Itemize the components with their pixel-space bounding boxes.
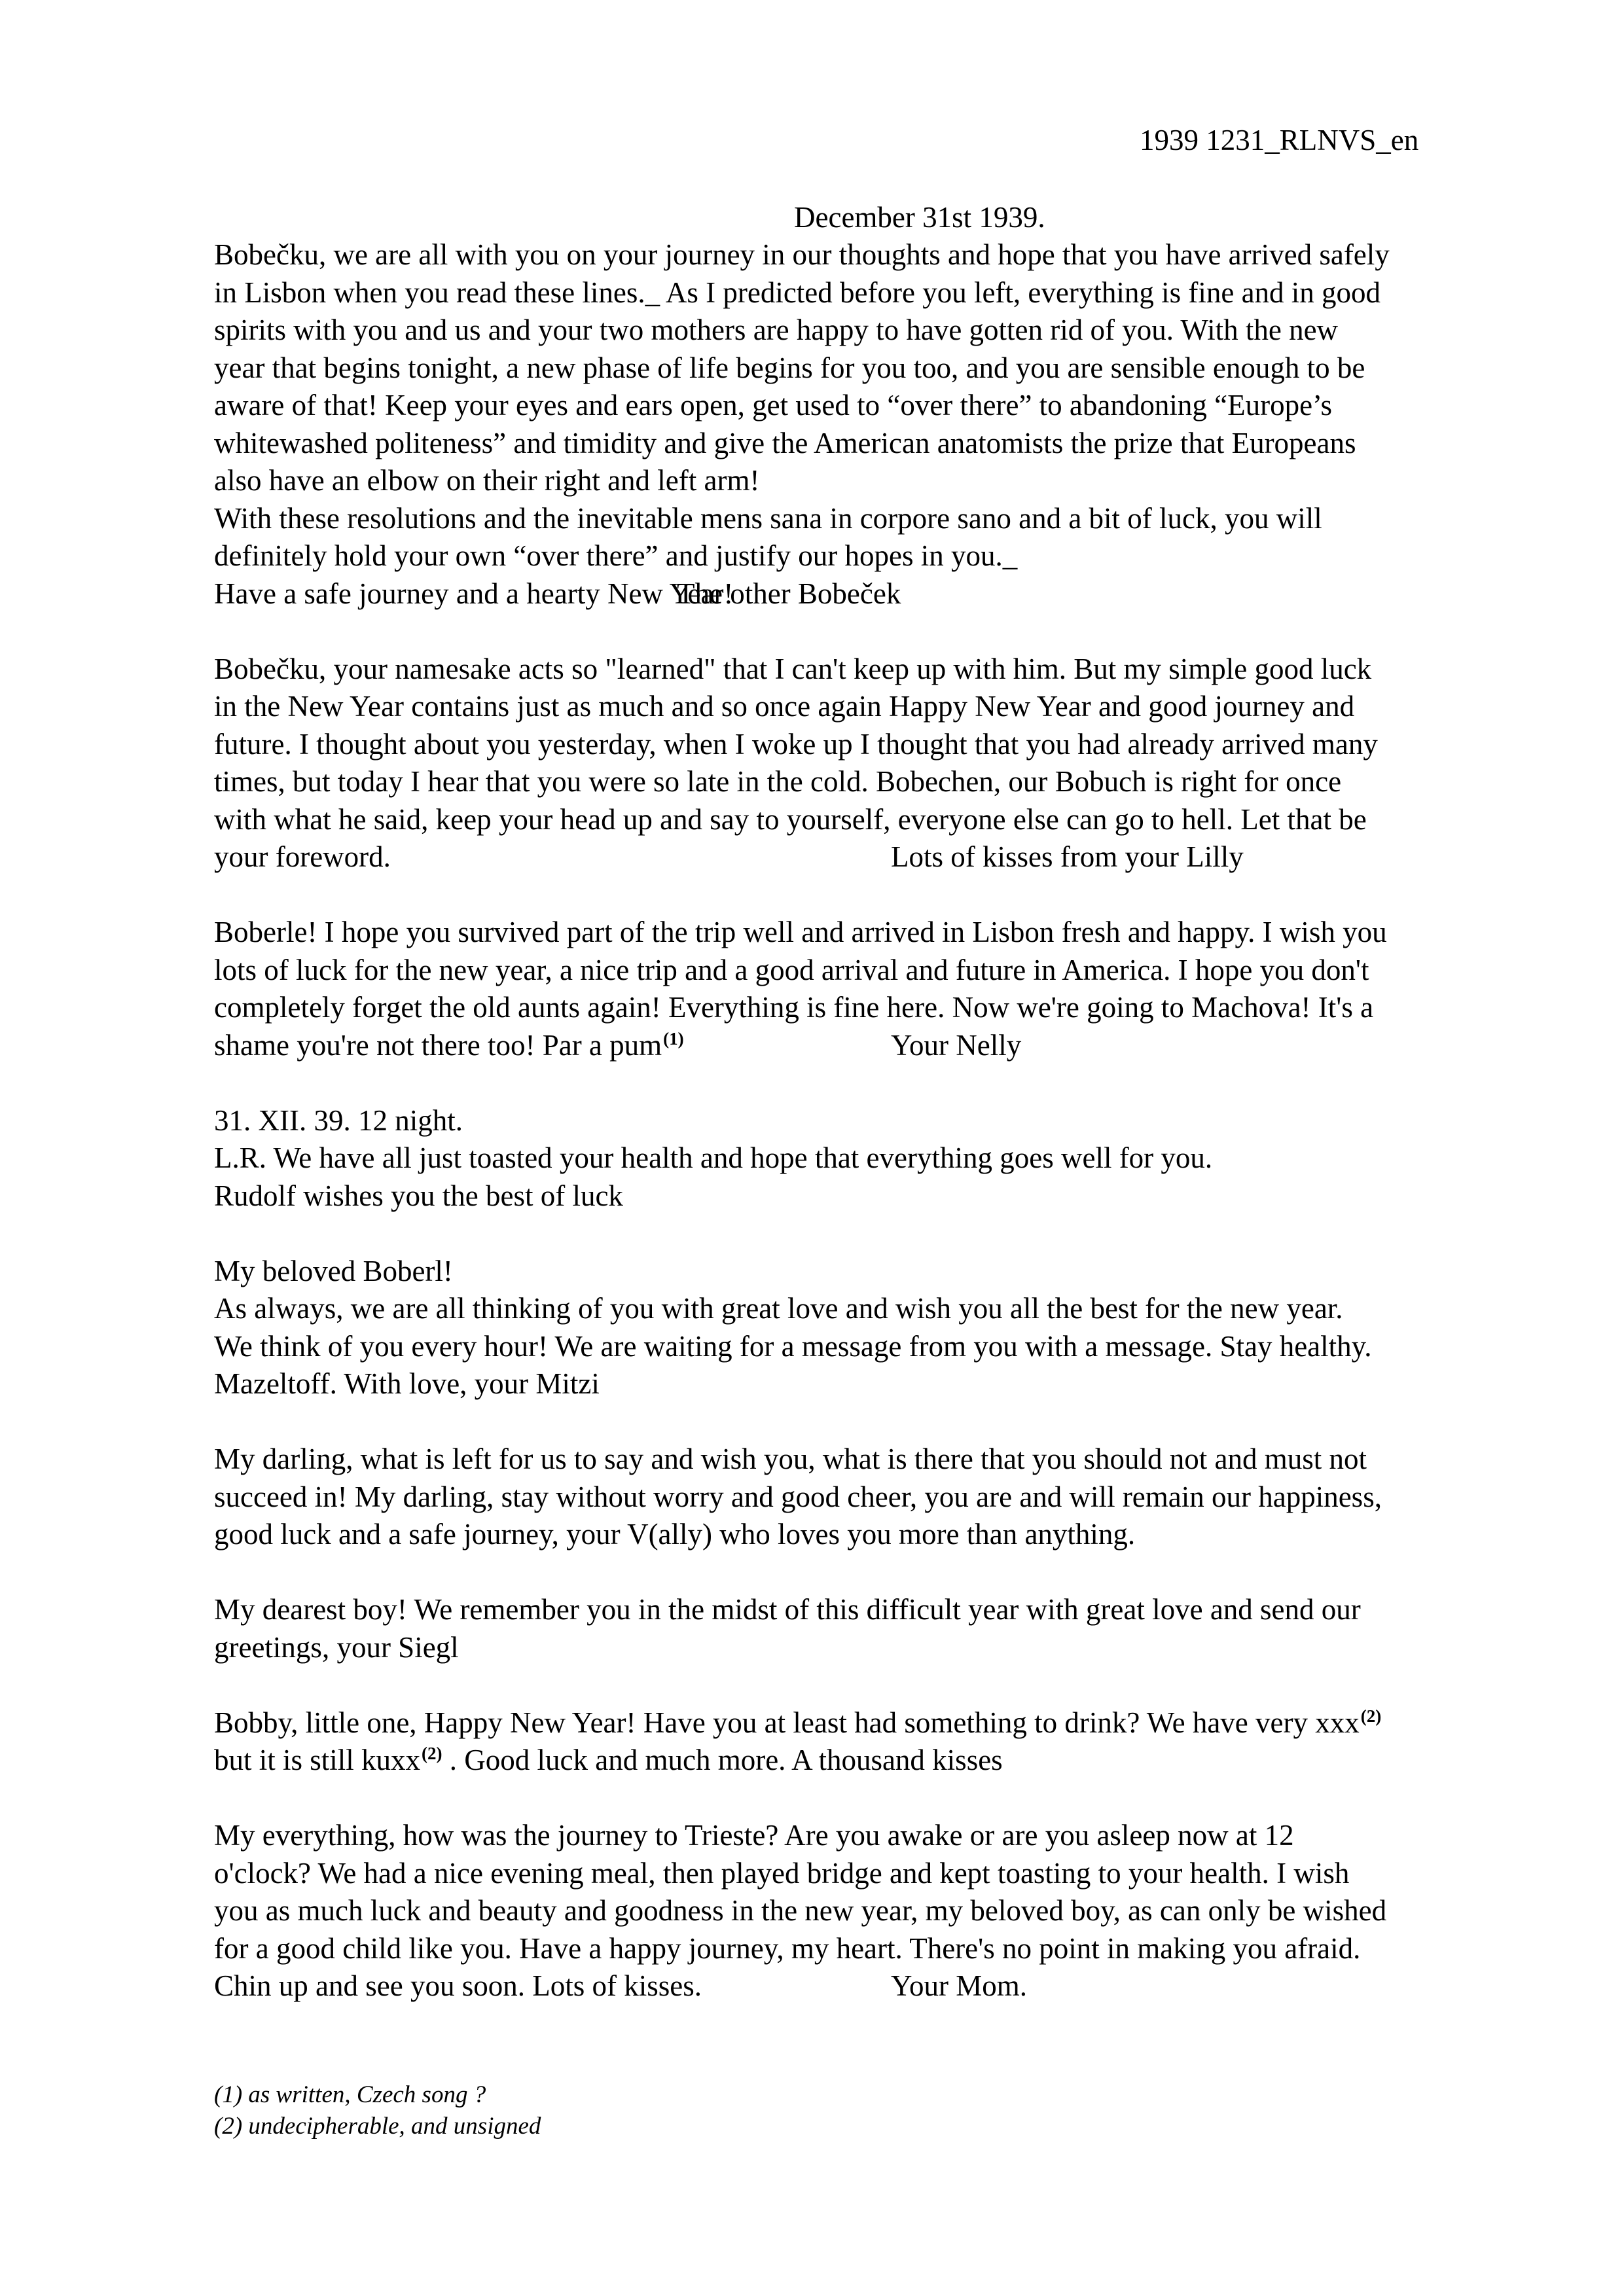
text-line: also have an elbow on their right and left arm! [214, 464, 760, 497]
footnote-mark: (2) [1360, 1706, 1382, 1726]
text-line: As always, we are all thinking of you with great love and wish you all the best for the new year. [214, 1292, 1343, 1325]
text-line: Mazeltoff. With love, your Mitzi [214, 1367, 600, 1400]
text-line: L.R. We have all just toasted your health and hope that everything goes well for you. [214, 1141, 1213, 1174]
text-line: with what he said, keep your head up and say to yourself, everyone else can go to hell. Let that be [214, 802, 1367, 836]
letter-body [214, 236, 1536, 2005]
text-line: spirits with you and us and your two mothers are happy to have gotten rid of you. With the new [214, 314, 1339, 346]
paragraph-nelly [214, 914, 1536, 1064]
text-line: aware of that! Keep your eyes and ears open, get used to “over there” to abandoning “Europe’s [214, 389, 1333, 422]
text-line: completely forget the old aunts again! Everything is fine here. Now we're going to Machova! It's a [214, 991, 1374, 1024]
footnote-2: (2) undecipherable, and unsigned [214, 2113, 541, 2140]
text-line: o'clock? We had a nice evening meal, then played bridge and kept toasting to your health. I wish [214, 1856, 1350, 1890]
text-line: Rudolf wishes you the best of luck [214, 1179, 623, 1212]
text-line: definitely hold your own “over there” and justify our hopes in you._ [214, 539, 1018, 572]
text-line: future. I thought about you yesterday, when I woke up I thought that you had already arrived many [214, 727, 1378, 761]
text-line: greetings, your Siegl [214, 1630, 459, 1664]
text-line [214, 1704, 1536, 1742]
text-line: good luck and a safe journey, your V(ally) who loves you more than anything. [214, 1518, 1136, 1551]
paragraph-lilly [214, 651, 1536, 876]
paragraph-mom [214, 1817, 1536, 2005]
text-segment: Bobby, little one, Happy New Year! Have you at least had something to drink? We have very xxx [214, 1706, 1360, 1739]
closing-text: your foreword. [214, 840, 391, 873]
text-line: My everything, how was the journey to Trieste? Are you awake or are you asleep now at 12 [214, 1819, 1294, 1852]
text-line: Bobečku, your namesake acts so "learned" that I can't keep up with him. But my simple good luck [214, 652, 1372, 685]
footnote-mark: (1) [663, 1028, 684, 1049]
text-line: for a good child like you. Have a happy journey, my heart. There's no point in making you afraid. [214, 1931, 1361, 1965]
text-line: lots of luck for the new year, a nice trip and a good arrival and future in America. I hope you don't [214, 953, 1369, 986]
text-line: whitewashed politeness” and timidity and give the American anatomists the prize that Europeans [214, 426, 1356, 459]
paragraph-bobby [214, 1704, 1536, 1780]
text-line: times, but today I hear that you were so late in the cold. Bobechen, our Bobuch is right for once [214, 765, 1342, 798]
text-line: My dearest boy! We remember you in the midst of this difficult year with great love and send our [214, 1593, 1361, 1626]
text-line [214, 838, 1536, 876]
text-line: My darling, what is left for us to say and wish you, what is there that you should not and must not [214, 1443, 1367, 1475]
paragraph-mitzi [214, 1253, 1536, 1403]
text-line: Boberle! I hope you survived part of the trip well and arrived in Lisbon fresh and happy. I wish you [214, 916, 1387, 948]
text-segment: . Good luck and much more. A thousand kisses [442, 1744, 1003, 1776]
footnote-1: (1) as written, Czech song ? [214, 2081, 486, 2108]
text-segment: but it is still kuxx [214, 1744, 421, 1776]
footnote-mark: (2) [422, 1744, 442, 1763]
footnotes [214, 2079, 541, 2142]
text-line: Bobečku, we are all with you on your journey in our thoughts and hope that you have arrived safely [214, 238, 1390, 271]
text-line: With these resolutions and the inevitable mens sana in corpore sano and a bit of luck, you will [214, 501, 1322, 535]
text-line: My beloved Boberl! [214, 1254, 453, 1287]
text-line: year that begins tonight, a new phase of life begins for you too, and you are sensible enough to be [214, 351, 1365, 384]
text-line: succeed in! My darling, stay without worry and good cheer, you are and will remain our happiness, [214, 1480, 1382, 1513]
text-line: in the New Year contains just as much and so once again Happy New Year and good journey and [214, 690, 1355, 723]
paragraph-bobecek [214, 236, 1536, 613]
letter-date: December 31st 1939. [794, 201, 1045, 234]
text-line: We think of you every hour! We are waiting for a message from you with a message. Stay healthy. [214, 1329, 1372, 1363]
signature-mom: Your Mom. [891, 1969, 1027, 2002]
document-reference: 1939 1231_RLNVS_en [1140, 124, 1419, 156]
text-line [214, 575, 1536, 613]
signature-nelly: Your Nelly [891, 1028, 1022, 1062]
paragraph-siegl [214, 1591, 1536, 1666]
closing-text: Have a safe journey and a hearty New Year! [214, 577, 734, 610]
closing-text: shame you're not there too! Par a pum [214, 1028, 662, 1062]
text-line: you as much luck and beauty and goodness in the new year, my beloved boy, as can only be wished [214, 1894, 1387, 1927]
text-line: 31. XII. 39. 12 night. [214, 1103, 463, 1137]
paragraph-vally [214, 1441, 1536, 1554]
text-line [214, 1742, 1536, 1780]
text-line [214, 1967, 1536, 2005]
signature-bobecek: The other Bobeček [677, 577, 901, 610]
text-line [214, 1027, 1536, 1065]
signature-lilly: Lots of kisses from your Lilly [891, 840, 1244, 873]
paragraph-rudolf [214, 1102, 1536, 1215]
text-line: in Lisbon when you read these lines._ As I predicted before you left, everything is fine and in good [214, 276, 1381, 309]
closing-text: Chin up and see you soon. Lots of kisses. [214, 1969, 702, 2002]
